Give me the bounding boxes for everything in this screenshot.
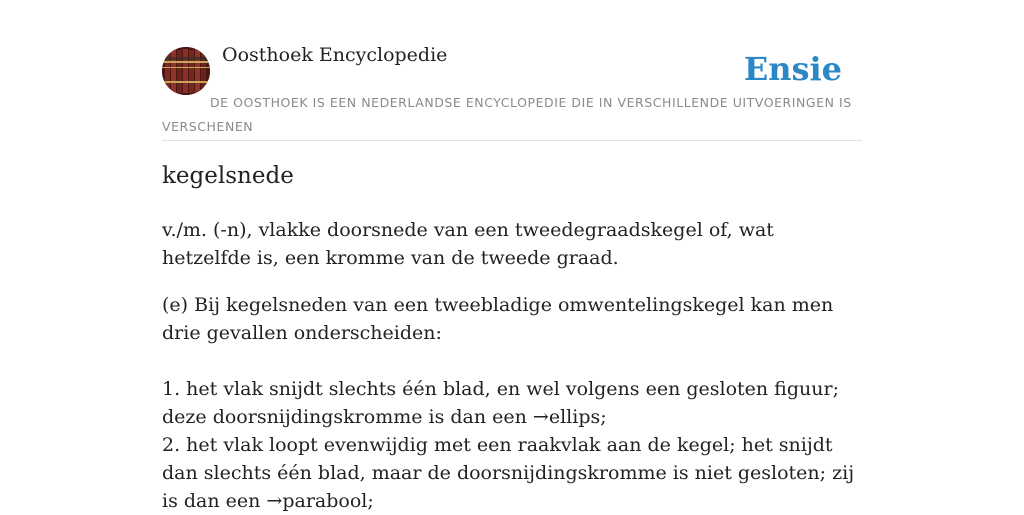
entry-title: kegelsnede	[162, 163, 294, 189]
encyclopedia-books-icon[interactable]	[162, 47, 210, 95]
site-title-link[interactable]: Oosthoek Encyclopedie	[222, 44, 448, 66]
site-tagline: DE OOSTHOEK IS EEN NEDERLANDSE ENCYCLOPEDIE DIE IN VERSCHILLENDE UITVOERINGEN IS VERSCHENEN	[162, 95, 852, 134]
list-item-text: 2. het vlak loopt evenwijdig met een raakvlak aan de kegel; het snijdt dan slechts één blad, maar de doorsnijdingskromme is niet gesloten; zij is dan een	[162, 434, 855, 512]
list-item	[162, 375, 862, 431]
list-item-end: ;	[367, 490, 374, 512]
definition-paragraph: v./m. (-n), vlakke doorsnede van een tweedegraadskegel of, wat hetzelfde is, een kromme van de tweede graad.	[162, 219, 774, 269]
site-header	[162, 0, 862, 141]
list-item-end: ;	[600, 406, 607, 428]
page-container	[162, 0, 862, 512]
list-item	[162, 431, 862, 515]
case-list	[162, 375, 862, 515]
ellips-link[interactable]: →ellips	[532, 406, 601, 428]
explanation-paragraph: (e) Bij kegelsneden van een tweebladige omwentelingskegel kan men drie gevallen onderscheiden:	[162, 294, 834, 344]
brand-logo-link[interactable]: Ensie	[743, 50, 842, 88]
parabool-link[interactable]: →parabool	[266, 490, 368, 512]
list-item-text: 1. het vlak snijdt slechts één blad, en wel volgens een gesloten figuur; deze doorsnijdingskromme is dan een	[162, 378, 839, 428]
